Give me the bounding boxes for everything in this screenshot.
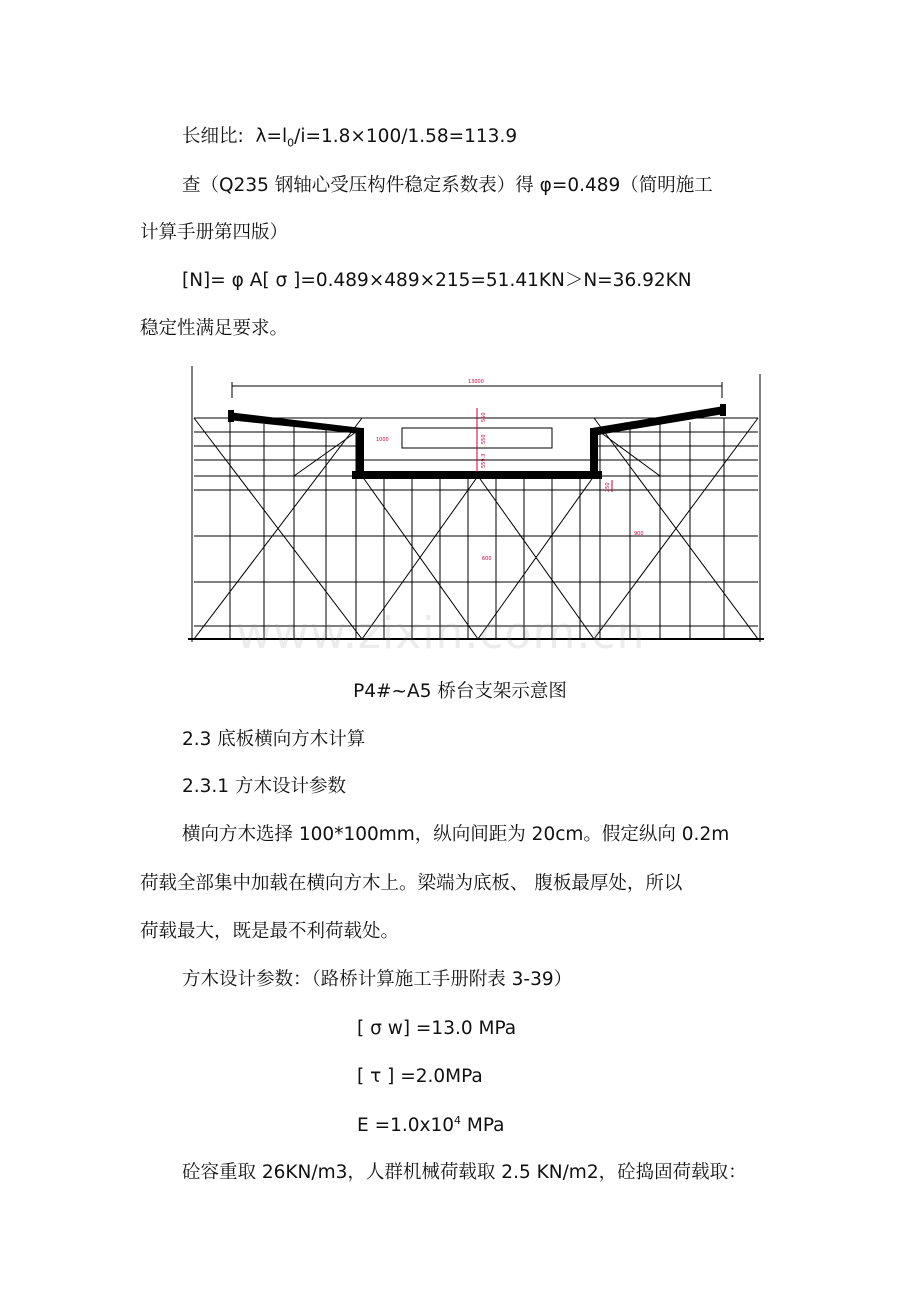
slenderness-label: 长细比: xyxy=(182,126,244,147)
stability-conclusion: 稳定性满足要求。 xyxy=(140,318,289,339)
dim-center-bay: 600 xyxy=(482,556,492,562)
dim-mid: 550 xyxy=(481,434,487,444)
param-e-pre: E =1.0x10 xyxy=(357,1115,454,1137)
slenderness-symbol: λ xyxy=(255,126,267,147)
abutment-support-diagram xyxy=(186,364,766,646)
dim-box: 1000 xyxy=(376,437,389,443)
para1-line-1: 横向方木选择 100*100mm，纵向间距为 20cm。假定纵向 0.2m xyxy=(182,824,730,845)
dim-total-width: 13000 xyxy=(468,379,484,385)
param-e-post: MPa xyxy=(460,1115,505,1137)
scaffold-frame xyxy=(188,366,764,642)
param-e-sup: 4 xyxy=(453,1114,461,1127)
lookup-line-1: 查（Q235 钢轴心受压构件稳定系数表）得 φ=0.489（简明施工 xyxy=(182,175,713,196)
section-heading-2-3-1: 2.3.1 方木设计参数 xyxy=(182,776,346,797)
slenderness-post: /i=1.8×100/1.58=113.9 xyxy=(294,126,518,147)
param-tau: [ τ ] =2.0MPa xyxy=(357,1066,483,1087)
param-sigma-w: [ σ w] =13.0 MPa xyxy=(357,1018,517,1039)
loads-line: 砼容重取 26KN/m3，人群机械荷载取 2.5 KN/m2，砼捣固荷载取： xyxy=(182,1162,747,1183)
watermark: www.zixin.com.cn xyxy=(236,608,646,659)
slenderness-pre: =l xyxy=(266,126,288,147)
dim-top: 550 xyxy=(481,412,487,422)
para1-line-2: 荷载全部集中加载在横向方木上。梁端为底板、 腹板最厚处，所以 xyxy=(140,873,683,894)
para1-line-3: 荷载最大，既是最不利荷载处。 xyxy=(140,921,400,942)
slenderness-line xyxy=(182,128,517,149)
slenderness-sub: 0 xyxy=(287,136,295,150)
params-intro: 方木设计参数：（路桥计算施工手册附表 3-39） xyxy=(182,969,573,990)
dim-bottom: 559.3 xyxy=(481,453,487,468)
lookup-line-2: 计算手册第四版） xyxy=(140,222,289,243)
capacity-formula: [N]= φ A[ σ ]=0.489×489×215=51.41KN＞N=36.92KN xyxy=(182,270,692,291)
section-heading-2-3: 2.3 底板横向方木计算 xyxy=(182,729,366,750)
param-e xyxy=(357,1115,505,1136)
dim-side: 250 xyxy=(605,482,611,492)
figure-caption: P4#~A5 桥台支架示意图 xyxy=(353,681,567,702)
dim-right-bay: 900 xyxy=(634,531,644,537)
